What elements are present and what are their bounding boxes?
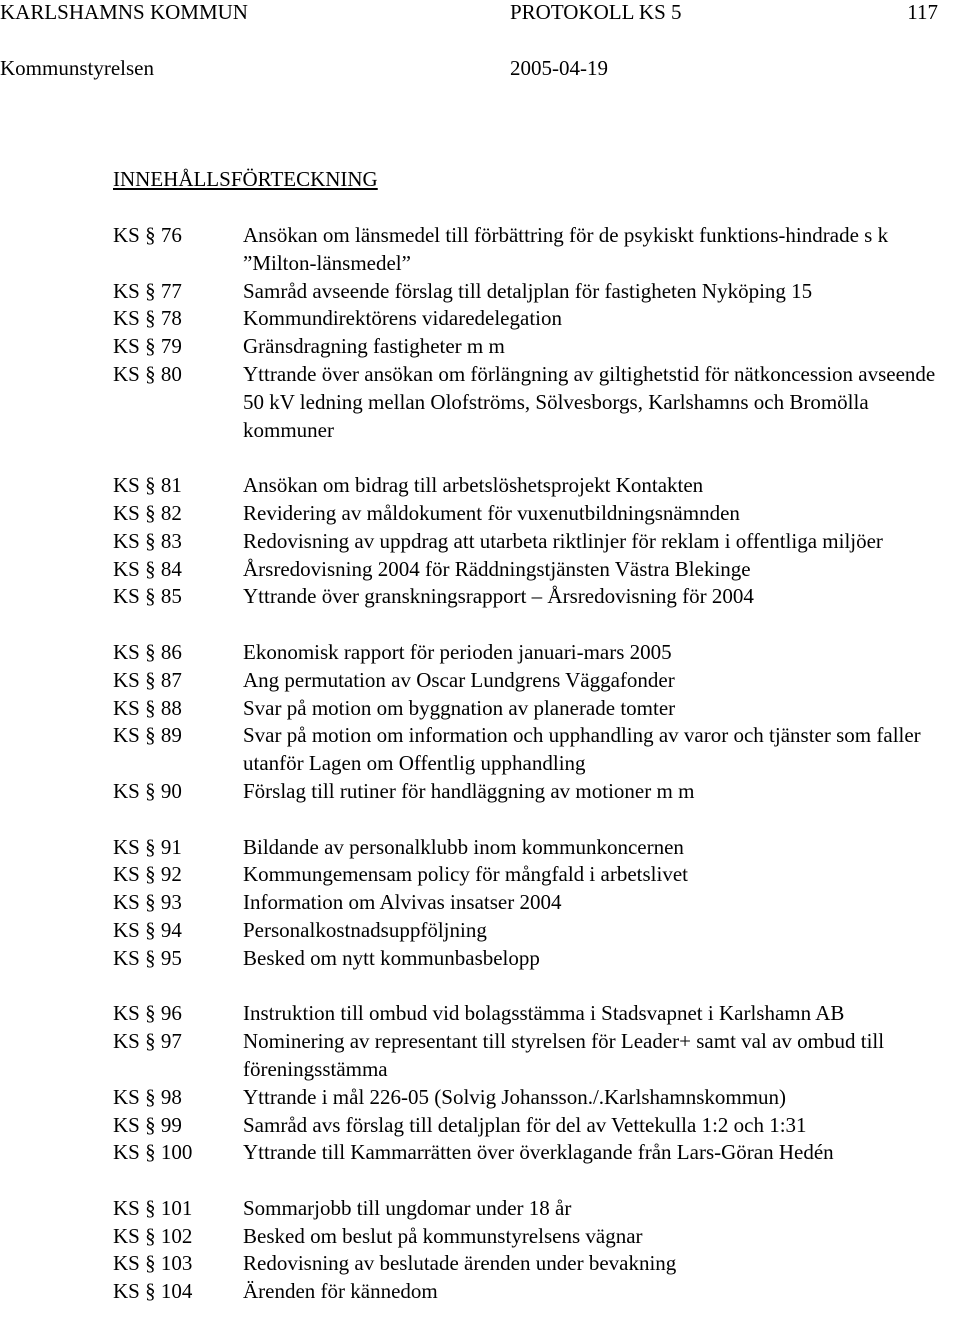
- entry-code: KS § 84: [113, 556, 182, 581]
- entry-text: Yttrande över ansökan om förlängning av giltighetstid för nätkoncession avseende 50 kV ledning mellan Olofströms, Sölvesborgs, Karlshamns och Bromölla kommuner: [243, 361, 936, 442]
- entry-text: Gränsdragning fastigheter m m: [243, 334, 505, 359]
- toc-entry: [113, 222, 960, 278]
- entry-code: KS § 99: [113, 1112, 182, 1137]
- toc-entry: [113, 861, 960, 889]
- entry-text: Redovisning av uppdrag att utarbeta riktlinjer för reklam i offentliga miljöer: [243, 528, 883, 553]
- toc-entry: [113, 695, 960, 723]
- entry-text: Revidering av måldokument för vuxenutbildningsnämnden: [243, 500, 740, 525]
- entry-text: Ansökan om länsmedel till förbättring för de psykiskt funktions-hindrade s k ”Milton-länsmedel”: [243, 223, 889, 275]
- entry-code: KS § 93: [113, 890, 182, 915]
- entry-text: Ang permutation av Oscar Lundgrens Väggafonder: [243, 667, 675, 692]
- header-page-number: 117: [907, 0, 938, 24]
- entry-text: Yttrande till Kammarrätten över överklagande från Lars-Göran Hedén: [243, 1140, 834, 1165]
- entry-text: Bildande av personalklubb inom kommunkoncernen: [243, 834, 684, 859]
- entry-text: Besked om beslut på kommunstyrelsens vägnar: [243, 1223, 643, 1248]
- entry-text: Ekonomisk rapport för perioden januari-mars 2005: [243, 639, 672, 664]
- entry-text: Nominering av representant till styrelsen för Leader+ samt val av ombud till föreningsstämma: [243, 1029, 885, 1081]
- entry-code: KS § 90: [113, 778, 182, 803]
- entry-code: KS § 97: [113, 1029, 182, 1054]
- entry-text: Årsredovisning 2004 för Räddningstjänsten Västra Blekinge: [243, 556, 751, 581]
- entry-text: Ansökan om bidrag till arbetslöshetsprojekt Kontakten: [243, 473, 704, 498]
- entry-code: KS § 100: [113, 1140, 193, 1165]
- entry-text: Besked om nytt kommunbasbelopp: [243, 945, 540, 970]
- entry-code: KS § 92: [113, 862, 182, 887]
- toc-entry: [113, 361, 960, 444]
- entry-text: Svar på motion om byggnation av planerade tomter: [243, 695, 676, 720]
- entry-code: KS § 103: [113, 1251, 193, 1276]
- toc-entry: [113, 1000, 960, 1028]
- toc-entry: [113, 1112, 960, 1140]
- toc-entry: [113, 1084, 960, 1112]
- entry-code: KS § 83: [113, 528, 182, 553]
- toc-entry: [113, 917, 960, 945]
- entry-code: KS § 76: [113, 223, 182, 247]
- entry-text: Instruktion till ombud vid bolagsstämma i Stadsvapnet i Karlshamn AB: [243, 1001, 845, 1026]
- entry-text: Förslag till rutiner för handläggning av motioner m m: [243, 778, 695, 803]
- toc-entry: [113, 1139, 960, 1167]
- entry-code: KS § 87: [113, 667, 182, 692]
- toc-entry: [113, 500, 960, 528]
- entry-code: KS § 89: [113, 723, 182, 748]
- entry-code: KS § 102: [113, 1223, 193, 1248]
- page-title: INNEHÅLLSFÖRTECKNING: [113, 167, 378, 191]
- entry-code: KS § 101: [113, 1195, 193, 1220]
- entry-text: Personalkostnadsuppföljning: [243, 917, 487, 942]
- entry-code: KS § 78: [113, 306, 182, 331]
- header-protocol: PROTOKOLL KS 5: [510, 0, 682, 24]
- entry-code: KS § 86: [113, 639, 182, 664]
- toc-entry: [113, 472, 960, 500]
- toc-entry: [113, 945, 960, 973]
- entry-code: KS § 80: [113, 361, 182, 386]
- entry-text: Sommarjobb till ungdomar under 18 år: [243, 1195, 572, 1220]
- toc-entry: [113, 834, 960, 862]
- entry-code: KS § 81: [113, 473, 182, 498]
- entry-text: Svar på motion om information och upphandling av varor och tjänster som faller utanför Lagen om Offentlig upphandling: [243, 723, 921, 776]
- entry-code: KS § 79: [113, 334, 182, 359]
- toc-entry: [113, 1028, 960, 1084]
- entry-text: Information om Alvivas insatser 2004: [243, 890, 562, 915]
- entry-text: Kommundirektörens vidaredelegation: [243, 306, 562, 331]
- header-body: Kommunstyrelsen: [0, 56, 154, 80]
- toc-entry: [113, 333, 960, 361]
- toc-entry: [113, 639, 960, 667]
- entry-code: KS § 95: [113, 945, 182, 970]
- toc-entry: [113, 556, 960, 584]
- toc-entry: [113, 1250, 960, 1278]
- entry-text: Ärenden för kännedom: [243, 1279, 438, 1304]
- entry-code: KS § 85: [113, 584, 182, 609]
- entry-text: Yttrande i mål 226-05 (Solvig Johansson./.Karlshamnskommun): [243, 1084, 787, 1109]
- entry-text: Samråd avs förslag till detaljplan för del av Vettekulla 1:2 och 1:31: [243, 1112, 807, 1137]
- toc-entry: [113, 667, 960, 695]
- entry-code: KS § 88: [113, 695, 182, 720]
- toc-entry: [113, 889, 960, 917]
- entry-code: KS § 104: [113, 1279, 193, 1304]
- toc-entry: [113, 528, 960, 556]
- entry-code: KS § 94: [113, 917, 182, 942]
- toc-entry: [113, 1195, 960, 1223]
- toc-entry: [113, 583, 960, 611]
- toc-entry: [113, 722, 960, 778]
- toc-entry: [113, 1278, 960, 1306]
- entry-text: Redovisning av beslutade ärenden under bevakning: [243, 1251, 677, 1276]
- entry-code: KS § 82: [113, 500, 182, 525]
- toc-entry: [113, 305, 960, 333]
- toc-entry: [113, 1223, 960, 1251]
- entry-code: KS § 91: [113, 834, 182, 859]
- entry-code: KS § 77: [113, 278, 182, 303]
- entry-text: Samråd avseende förslag till detaljplan för fastigheten Nyköping 15: [243, 278, 813, 303]
- entry-text: Yttrande över granskningsrapport – Årsredovisning för 2004: [243, 584, 754, 609]
- entry-text: Kommungemensam policy för mångfald i arbetslivet: [243, 862, 688, 887]
- toc-entry: [113, 278, 960, 306]
- entry-code: KS § 96: [113, 1001, 182, 1026]
- entry-code: KS § 98: [113, 1084, 182, 1109]
- header-organization: KARLSHAMNS KOMMUN: [0, 0, 248, 24]
- header-date: 2005-04-19: [510, 56, 608, 80]
- table-of-contents: [113, 222, 960, 1306]
- toc-entry: [113, 778, 960, 806]
